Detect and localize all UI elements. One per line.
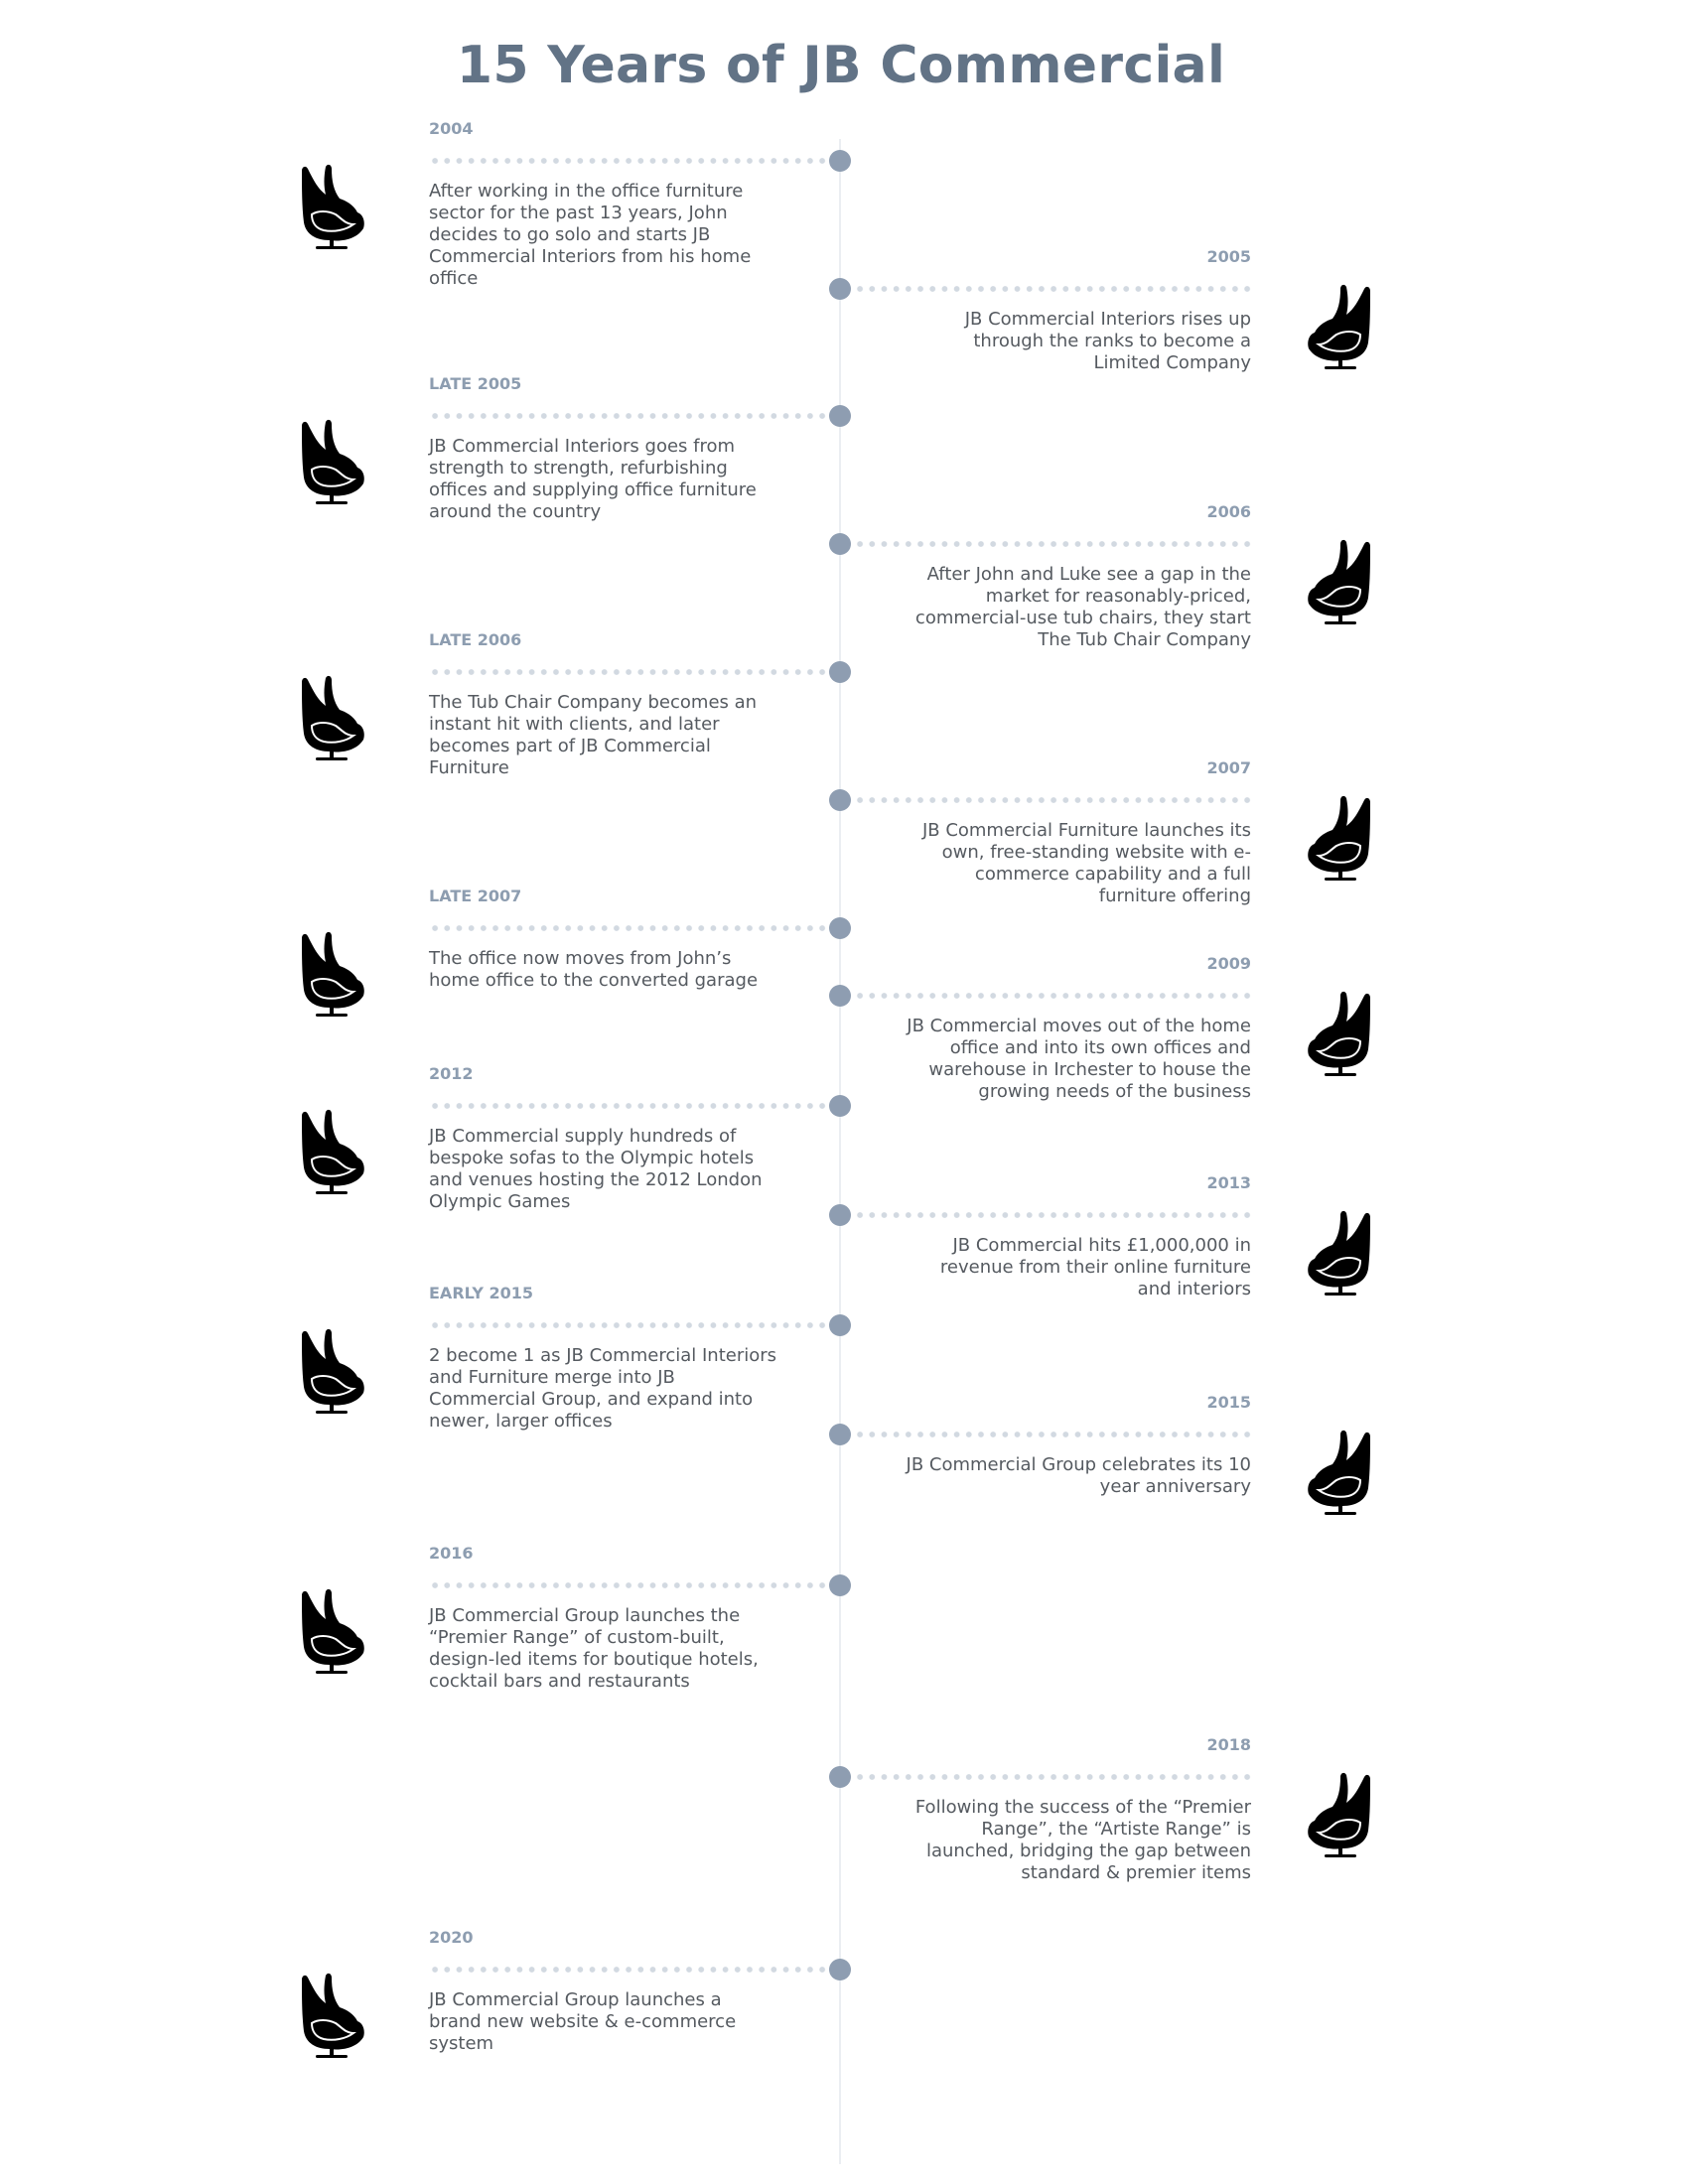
egg-chair-icon [294, 1972, 369, 2061]
timeline-node [829, 789, 851, 811]
entry-year: LATE 2006 [429, 630, 522, 649]
entry-year: 2009 [1206, 954, 1251, 973]
entry-description: 2 become 1 as JB Commercial Interiors and Furniture merge into JB Commercial Group, and expand into newer, larger offices [429, 1345, 777, 1432]
timeline-spine [839, 139, 841, 2164]
entry-year: LATE 2005 [429, 374, 522, 393]
timeline-node [829, 1959, 851, 1980]
dotted-connector [854, 541, 1253, 547]
dotted-connector [429, 413, 828, 419]
dotted-connector [429, 1582, 828, 1588]
entry-year: 2006 [1206, 502, 1251, 521]
entry-year: 2013 [1206, 1173, 1251, 1192]
dotted-connector [854, 1432, 1253, 1437]
egg-chair-icon [1303, 1771, 1378, 1860]
entry-year: 2020 [429, 1928, 474, 1947]
egg-chair-icon [294, 418, 369, 507]
timeline-node [829, 1095, 851, 1117]
egg-chair-icon [294, 163, 369, 252]
egg-chair-icon [294, 1327, 369, 1417]
egg-chair-icon [1303, 1209, 1378, 1298]
timeline-node [829, 405, 851, 427]
entry-year: 2004 [429, 119, 474, 138]
egg-chair-icon [294, 674, 369, 763]
entry-description: The office now moves from John’s home office to the converted garage [429, 948, 759, 991]
entry-year: 2015 [1206, 1393, 1251, 1412]
entry-description: JB Commercial supply hundreds of bespoke sofas to the Olympic hotels and venues hosting the 2012 London Olympic Games [429, 1126, 763, 1212]
egg-chair-icon [294, 1108, 369, 1197]
timeline-node [829, 1314, 851, 1336]
entry-description: After working in the office furniture sector for the past 13 years, John decides to go solo and starts JB Commercial Interiors from his home office [429, 181, 752, 289]
dotted-connector [429, 1322, 828, 1328]
entry-description: JB Commercial moves out of the home office and into its own offices and warehouse in Irchester to house the growing needs of the business [907, 1016, 1251, 1102]
entry-year: 2018 [1206, 1735, 1251, 1754]
entry-description: JB Commercial Group launches a brand new website & e-commerce system [429, 1989, 737, 2054]
entry-description: JB Commercial Furniture launches its own, free-standing website with e-commerce capability and a full furniture offering [921, 820, 1251, 906]
dotted-connector [854, 1212, 1253, 1218]
timeline-node [829, 150, 851, 172]
entry-year: EARLY 2015 [429, 1284, 534, 1302]
dotted-connector [854, 286, 1253, 292]
entry-year: 2012 [429, 1064, 474, 1083]
page-title: 15 Years of JB Commercial [456, 36, 1226, 95]
egg-chair-icon [1303, 538, 1378, 627]
dotted-connector [429, 1967, 828, 1973]
dotted-connector [429, 1103, 828, 1109]
entry-description: Following the success of the “Premier Range”, the “Artiste Range” is launched, bridging the gap between standard & premier items [914, 1797, 1251, 1883]
entry-description: The Tub Chair Company becomes an instant hit with clients, and later becomes part of JB Commercial Furniture [429, 692, 758, 778]
timeline-node [829, 533, 851, 555]
timeline-node [829, 1574, 851, 1596]
egg-chair-icon [1303, 1429, 1378, 1518]
entry-year: LATE 2007 [429, 887, 522, 905]
dotted-connector [429, 925, 828, 931]
timeline-node [829, 1424, 851, 1445]
entry-year: 2007 [1206, 758, 1251, 777]
egg-chair-icon [1303, 283, 1378, 372]
timeline-node [829, 917, 851, 939]
dotted-connector [854, 797, 1253, 803]
entry-description: JB Commercial hits £1,000,000 in revenue from their online furniture and interiors [939, 1235, 1251, 1299]
egg-chair-icon [1303, 794, 1378, 884]
dotted-connector [429, 158, 828, 164]
entry-year: 2005 [1206, 247, 1251, 266]
entry-year: 2016 [429, 1544, 474, 1563]
entry-description: JB Commercial Interiors rises up through the ranks to become a Limited Company [964, 309, 1251, 373]
dotted-connector [854, 1774, 1253, 1780]
egg-chair-icon [294, 930, 369, 1020]
entry-description: JB Commercial Interiors goes from strength to strength, refurbishing offices and supplying office furniture around the country [429, 436, 757, 522]
timeline-node [829, 661, 851, 683]
entry-description: JB Commercial Group launches the “Premier Range” of custom-built, design-led items for boutique hotels, cocktail bars and restaurants [429, 1605, 759, 1692]
egg-chair-icon [1303, 990, 1378, 1079]
timeline-node [829, 1204, 851, 1226]
dotted-connector [854, 993, 1253, 999]
entry-description: After John and Luke see a gap in the market for reasonably-priced, commercial-use tub chairs, they start The Tub Chair Company [914, 564, 1251, 650]
timeline-node [829, 278, 851, 300]
entry-description: JB Commercial Group celebrates its 10 year anniversary [906, 1454, 1251, 1497]
timeline-node [829, 985, 851, 1007]
egg-chair-icon [294, 1587, 369, 1677]
dotted-connector [429, 669, 828, 675]
timeline-node [829, 1766, 851, 1788]
